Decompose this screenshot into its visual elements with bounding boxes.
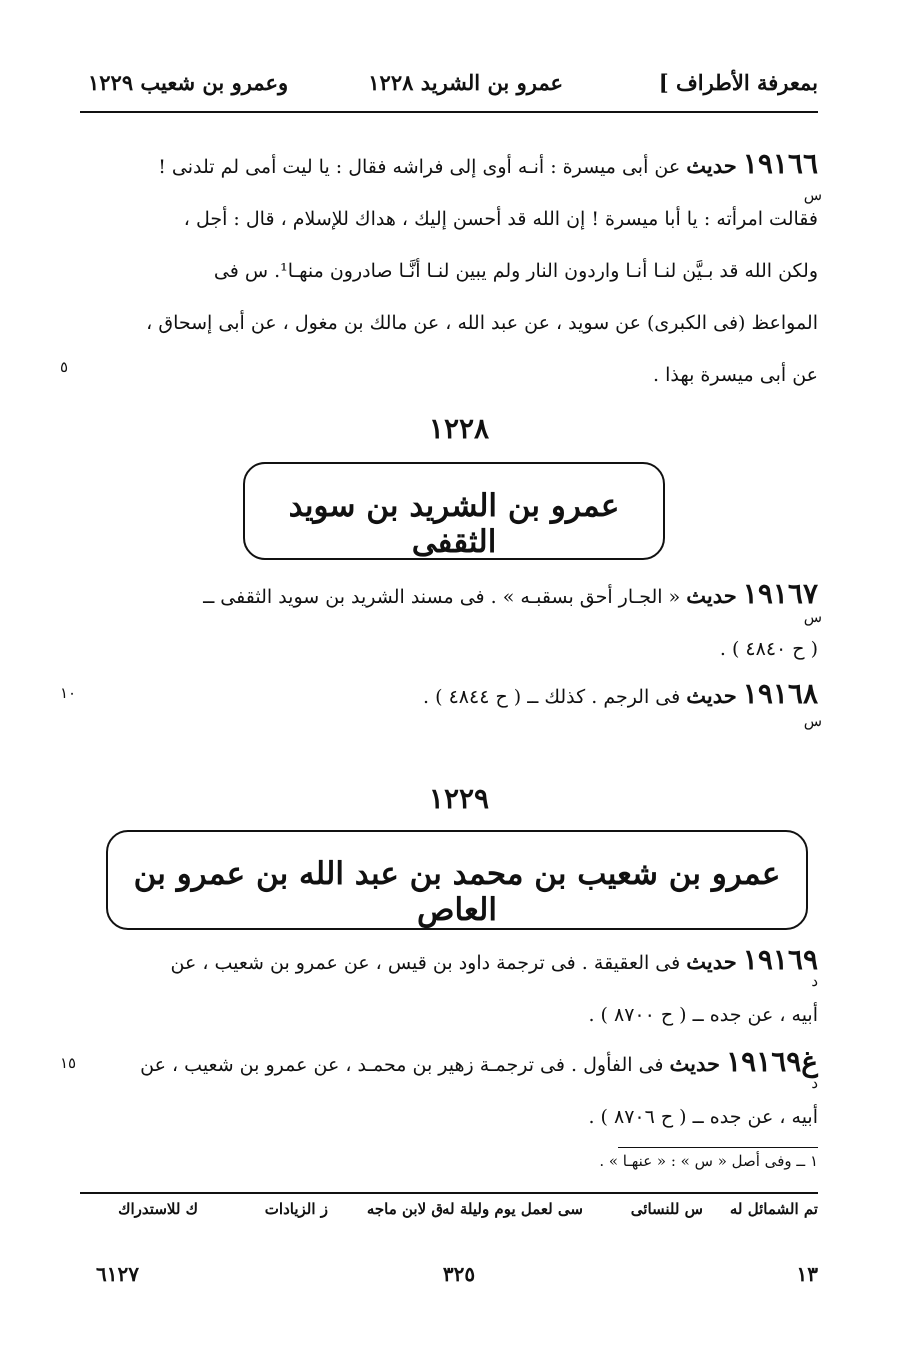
entry-text: فى العقيقة . فى ترجمة داود بن قيس ، عن عمرو بن شعيب ، عن bbox=[170, 952, 681, 974]
hadith-number: ١٩١٦٨ bbox=[742, 677, 818, 710]
entry-text: عن أبى ميسرة بهذا . bbox=[653, 364, 818, 386]
running-head-left: وعمرو بن شعيب ١٢٢٩ bbox=[88, 70, 289, 95]
section-number: ١٢٢٩ bbox=[428, 782, 490, 815]
margin-line-number: ١٥ bbox=[60, 1054, 77, 1072]
entry-text: ولكن الله قد بـيَّن لنـا أنـا واردون النار ولم يبين لنـا أنَّـا صادرون منهـا¹. س فى bbox=[213, 260, 818, 282]
running-head-right: بمعرفة الأطراف ] bbox=[658, 70, 818, 95]
siglum: س bbox=[803, 608, 822, 626]
hadith-prefix: غ bbox=[801, 1045, 818, 1078]
hadith-number: ١٩١٦٦ bbox=[742, 147, 818, 180]
entry-19169 bbox=[98, 934, 818, 1041]
key-item: ز الزيادات bbox=[264, 1200, 328, 1218]
footnote-rule bbox=[618, 1147, 818, 1148]
entry-text: أبيه ، عن جده ــ ( ح ٨٧٠٠ ) . bbox=[588, 1004, 818, 1026]
key-item: تم الشمائل له bbox=[729, 1200, 818, 1218]
footer-right-number: ١٣ bbox=[796, 1262, 818, 1286]
entry-19169b bbox=[98, 1036, 818, 1143]
entry-19166 bbox=[98, 138, 818, 401]
footer-left-number: ٦١٢٧ bbox=[96, 1262, 139, 1286]
running-head-middle: عمرو بن الشريد ١٢٢٨ bbox=[368, 70, 563, 95]
section-title-box bbox=[106, 830, 808, 930]
entry-19168 bbox=[98, 668, 818, 723]
key-rule bbox=[80, 1192, 818, 1194]
entry-line bbox=[98, 668, 818, 723]
running-head bbox=[80, 64, 818, 104]
entry-line bbox=[98, 934, 818, 989]
entry-text: فى الرجم . كذلك ــ ( ح ٤٨٤٤ ) . bbox=[423, 686, 681, 708]
hadith-keyword: حديث bbox=[686, 683, 737, 708]
entry-text: فقالت امرأته : يا أبا ميسرة ! إن الله قد أحسن إليك ، هداك للإسلام ، قال : أجل ، bbox=[183, 208, 818, 230]
key-item: س للنسائى bbox=[630, 1200, 703, 1218]
siglum: د bbox=[811, 1074, 818, 1092]
entry-line bbox=[98, 568, 818, 623]
key-item: ق لابن ماجه bbox=[366, 1200, 443, 1218]
hadith-number: ١٩١٦٧ bbox=[742, 577, 818, 610]
hadith-number: ١٩١٦٩ bbox=[726, 1045, 802, 1078]
entry-text: ( ح ٤٨٤٠ ) . bbox=[719, 638, 818, 660]
footnote: ١ ــ وفى أصل « س » : « عنهـا » . bbox=[599, 1152, 818, 1170]
siglum: د bbox=[811, 972, 818, 990]
hadith-keyword: حديث bbox=[686, 153, 737, 178]
key-item: ك للاستدراك bbox=[118, 1200, 198, 1218]
entry-19167 bbox=[98, 568, 818, 675]
hadith-keyword: حديث bbox=[686, 583, 737, 608]
hadith-keyword: حديث bbox=[686, 949, 737, 974]
margin-line-number: ٥ bbox=[60, 358, 69, 376]
entry-line bbox=[98, 1036, 818, 1091]
entry-text: المواعظ (فى الكبرى) عن سويد ، عن عبد الله ، عن مالك بن مغول ، عن أبى إسحاق ، bbox=[146, 312, 818, 334]
siglum: س bbox=[803, 186, 822, 204]
section-number: ١٢٢٨ bbox=[428, 412, 490, 445]
hadith-number: ١٩١٦٩ bbox=[742, 943, 818, 976]
hadith-keyword: حديث bbox=[669, 1051, 721, 1076]
entry-text: « الجـار أحق بسقبـه » . فى مسند الشريد بن سويد الثقفى ــ bbox=[203, 586, 681, 608]
siglum: س bbox=[803, 712, 822, 730]
key-item: سى لعمل يوم وليلة له bbox=[442, 1200, 583, 1218]
section-title: عمرو بن شعيب بن محمد بن عبد الله بن عمرو بن العاص bbox=[133, 856, 781, 928]
section-title: عمرو بن الشريد بن سويد الثقفى bbox=[288, 488, 620, 560]
entry-text: أبيه ، عن جده ــ ( ح ٨٧٠٦ ) . bbox=[588, 1106, 818, 1128]
entry-text: فى الفأول . فى ترجمـة زهير بن محمـد ، عن عمرو بن شعيب ، عن bbox=[140, 1054, 664, 1076]
entry-line bbox=[98, 138, 818, 193]
page-number: ٣٢٥ bbox=[442, 1262, 476, 1286]
entry-text: عن أبى ميسرة : أنـه أوى إلى فراشه فقال : يا ليت أمى لم تلدنى ! bbox=[158, 156, 681, 178]
header-rule bbox=[80, 111, 818, 113]
margin-line-number: ١٠ bbox=[60, 684, 77, 702]
section-title-box bbox=[243, 462, 665, 560]
